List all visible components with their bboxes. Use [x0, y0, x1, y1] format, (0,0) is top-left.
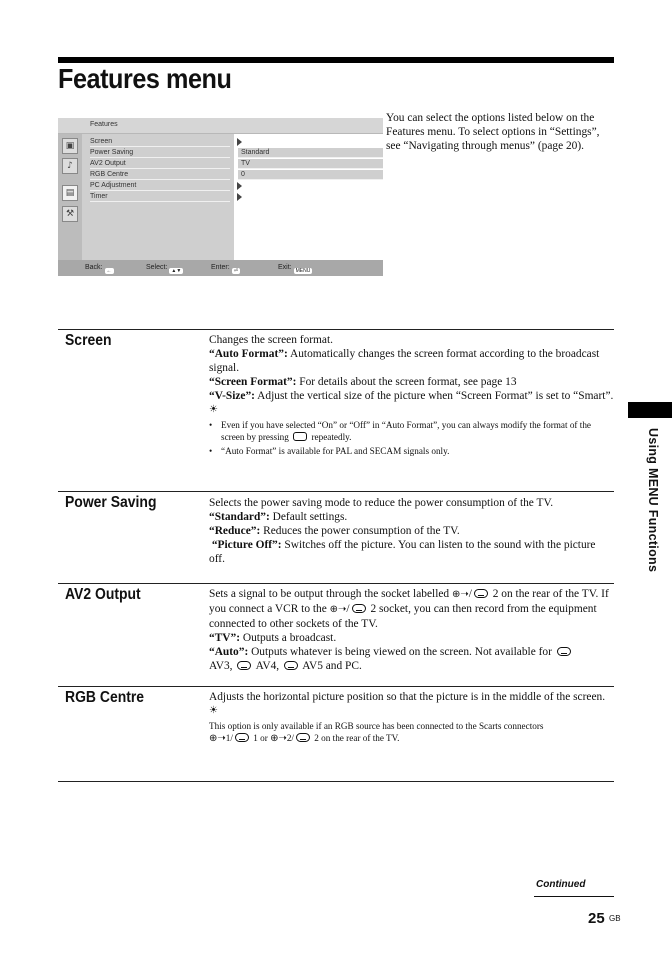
up-down-key-icon: ▲▼: [171, 268, 182, 274]
screen-format-button-icon: [293, 432, 307, 441]
scart-in-out-icon: ⊕➝: [270, 733, 287, 744]
section-label-av2-output: AV2 Output: [65, 586, 141, 603]
arrow-right-icon: [237, 193, 242, 201]
osd-item-list: [82, 134, 234, 260]
scart-out-icon: [235, 733, 249, 742]
continued-label: Continued: [536, 879, 586, 890]
osd-value-panel: [234, 134, 383, 260]
back-key-icon: ←: [106, 268, 112, 274]
arrow-right-icon: [237, 182, 242, 190]
osd-select-hint: Select: ▲▼: [146, 264, 182, 274]
section-rgb-centre: [58, 686, 614, 782]
arrow-right-icon: [237, 138, 242, 146]
scart-out-icon: [296, 733, 310, 742]
section-body-power-saving: Selects the power saving mode to reduce the power consumption of the TV. “Standard”: Default settings. “Reduce”: Reduces the power consumption of the TV. “Picture Off”: Switches off the picture. You can listen to the sound with the picture off.: [209, 497, 596, 565]
page-suffix: GB: [609, 914, 621, 923]
osd-help-bar: [58, 260, 383, 276]
section-label-power-saving: Power Saving: [65, 494, 157, 511]
osd-title-bar: [58, 118, 383, 134]
osd-value-standard: Standard: [238, 148, 383, 158]
section-power-saving: [58, 491, 614, 583]
section-label-rgb-centre: RGB Centre: [65, 689, 145, 706]
osd-item-power-saving: Power Saving: [90, 148, 230, 158]
section-body-rgb-centre: Adjusts the horizontal picture position so that the picture is in the middle of the screen. ☀ This option is only available if an RGB source has been connected to the Scarts connectors ⊕➝1/ 1 or ⊕➝2/ 2 on the rear of the TV.: [209, 690, 614, 745]
input-icon: [237, 661, 251, 670]
settings-icon: ⚒: [62, 206, 78, 222]
section-av2-output: [58, 583, 614, 686]
osd-back-hint: Back: ←: [85, 264, 112, 274]
side-section-title: Using MENU Functions: [646, 428, 660, 573]
input-icon: [557, 647, 571, 656]
enter-key-icon: ⏎: [233, 268, 238, 274]
hint-icon: ☀: [209, 404, 218, 415]
scart-in-out-icon: ⊕➝: [329, 604, 347, 615]
intro-text: You can select the options listed below on the Features menu. To select options in “Settings”, see “Navigating through menus” (page 20).: [386, 112, 600, 152]
picture-icon: ▣: [62, 138, 78, 154]
page-number: 25: [588, 910, 605, 927]
section-screen: [58, 329, 614, 491]
list-item: • Even if you have selected “On” or “Off” in “Auto Format”, you can always modify the format of the screen by pressing repeatedly.: [209, 419, 614, 443]
osd-value-zero: 0: [238, 170, 383, 180]
osd-item-av2-output: AV2 Output: [90, 159, 230, 169]
sound-icon: ♪: [62, 158, 78, 174]
osd-title: Features: [90, 121, 118, 128]
osd-item-screen: Screen: [90, 137, 230, 147]
list-item: • “Auto Format” is available for PAL and SECAM signals only.: [209, 445, 614, 457]
features-icon: ▤: [62, 185, 78, 201]
hint-icon: ☀: [209, 705, 218, 716]
osd-item-timer: Timer: [90, 192, 230, 202]
side-tab-marker: [628, 402, 672, 418]
osd-icon-column: [58, 134, 82, 260]
osd-item-pc-adjustment: PC Adjustment: [90, 181, 230, 191]
scart-in-out-icon: ⊕➝: [451, 589, 469, 600]
section-label-screen: Screen: [65, 332, 112, 349]
section-body-screen: Changes the screen format. “Auto Format”: Automatically changes the screen format according to the broadcast signal. “Screen Format”: For details about the screen format, see page 13 “V-Size”: Adjust the vertical size of the picture when “Screen Format” is set to “Smart”. ☀ • Even if you have selected “On” or “Off” in “Auto Format”, you can always modify the format of the screen by pressing repeatedly. • “Auto Format” is available for PAL and SECAM signals only.: [209, 333, 614, 457]
osd-value-tv: TV: [238, 159, 383, 169]
section-body-av2-output: Sets a signal to be output through the socket labelled ⊕➝/ 2 on the rear of the TV. If you connect a VCR to the ⊕➝/ 2 socket, you can then record from the equipment connected to other sockets of the TV. “TV”: Outputs a broadcast. “Auto”: Outputs whatever is being viewed on the screen. Not available for AV3, AV4, AV5 and PC.: [209, 588, 609, 672]
menu-key-icon: MENU: [295, 268, 311, 274]
scart-in-out-icon: ⊕➝: [209, 733, 226, 744]
osd-exit-hint: Exit: MENU: [278, 264, 311, 274]
osd-item-rgb-centre: RGB Centre: [90, 170, 230, 180]
features-menu-screenshot: [58, 118, 383, 276]
osd-enter-hint: Enter: ⏎: [211, 264, 238, 274]
scart-out-icon: [352, 604, 366, 613]
scart-out-icon: [474, 589, 488, 598]
input-icon: [284, 661, 298, 670]
page-title: Features menu: [58, 63, 232, 94]
continued-rule: [534, 896, 614, 897]
